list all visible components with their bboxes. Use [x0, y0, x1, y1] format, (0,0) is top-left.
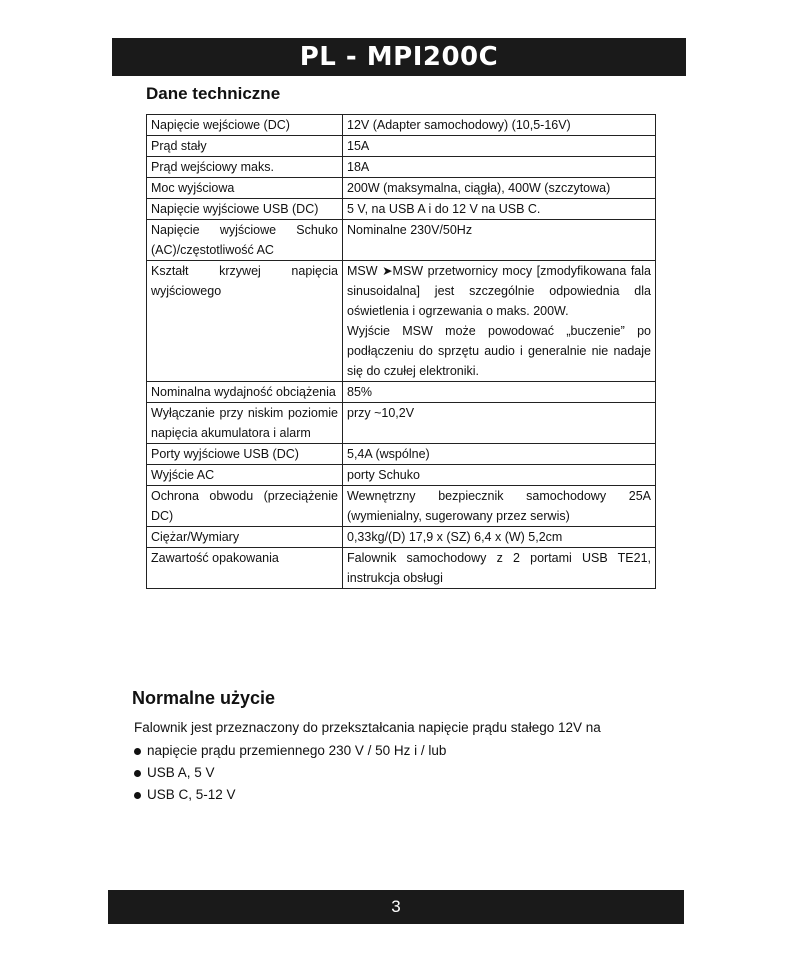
- spec-value: [343, 261, 656, 382]
- table-row: [147, 261, 656, 382]
- bullet-icon: [134, 770, 141, 777]
- usage-intro: Falownik jest przeznaczony do przekształcania napięcie prądu stałego 12V na: [134, 720, 601, 735]
- spec-value-paragraph: MSW ➤MSW przetwornicy mocy [zmodyfikowana fala sinusoidalna] jest szczególnie odpowiednia dla oświetlenia i ogrzewania o maks. 200W.: [347, 264, 651, 318]
- spec-label: Napięcie wejściowe (DC): [147, 115, 343, 136]
- spec-value-paragraph: Wyjście MSW może powodować „buczenie” po podłączeniu do sprzętu audio i generalnie nie nadaje się do czułej elektroniki.: [347, 324, 651, 378]
- table-row: [147, 403, 656, 444]
- list-item-text: USB C, 5-12 V: [147, 787, 236, 802]
- spec-value: porty Schuko: [343, 465, 656, 486]
- header-bar: [112, 38, 686, 76]
- bullet-icon: [134, 792, 141, 799]
- spec-label: Wyłączanie przy niskim poziomie napięcia akumulatora i alarm: [147, 403, 343, 444]
- spec-value: Wewnętrzny bezpiecznik samochodowy 25A (wymienialny, sugerowany przez serwis): [343, 486, 656, 527]
- spec-value: 12V (Adapter samochodowy) (10,5-16V): [343, 115, 656, 136]
- spec-value: Nominalne 230V/50Hz: [343, 220, 656, 261]
- table-row: [147, 220, 656, 261]
- usage-section-title: Normalne użycie: [132, 688, 276, 708]
- table-row: [147, 548, 656, 589]
- list-item: [134, 740, 446, 762]
- specs-section-title: Dane techniczne: [146, 84, 281, 103]
- specs-table: [146, 114, 656, 589]
- spec-label: Ochrona obwodu (przeciążenie DC): [147, 486, 343, 527]
- spec-label: Prąd wejściowy maks.: [147, 157, 343, 178]
- list-item-text: napięcie prądu przemiennego 230 V / 50 Hz i / lub: [147, 743, 447, 758]
- table-row: [147, 115, 656, 136]
- table-row: [147, 527, 656, 548]
- usage-bullet-list: [134, 740, 446, 806]
- spec-label: Kształt krzywej napięcia wyjściowego: [147, 261, 343, 382]
- spec-label: Napięcie wyjściowe Schuko (AC)/częstotliwość AC: [147, 220, 343, 261]
- spec-label: Prąd stały: [147, 136, 343, 157]
- spec-label: Zawartość opakowania: [147, 548, 343, 589]
- list-item: [134, 784, 446, 806]
- footer-bar: [108, 890, 684, 924]
- spec-label: Moc wyjściowa: [147, 178, 343, 199]
- table-row: [147, 465, 656, 486]
- spec-label: Napięcie wyjściowe USB (DC): [147, 199, 343, 220]
- spec-value: 5 V, na USB A i do 12 V na USB C.: [343, 199, 656, 220]
- spec-label: Porty wyjściowe USB (DC): [147, 444, 343, 465]
- document-title: PL - MPI200C: [299, 42, 499, 72]
- spec-value: 5,4A (wspólne): [343, 444, 656, 465]
- spec-label: Wyjście AC: [147, 465, 343, 486]
- spec-value: 15A: [343, 136, 656, 157]
- table-row: [147, 382, 656, 403]
- spec-label: Ciężar/Wymiary: [147, 527, 343, 548]
- page-number: 3: [391, 897, 401, 916]
- table-row: [147, 444, 656, 465]
- list-item-text: USB A, 5 V: [147, 765, 215, 780]
- spec-label: Nominalna wydajność obciążenia: [147, 382, 343, 403]
- spec-value: przy ~10,2V: [343, 403, 656, 444]
- spec-value: 200W (maksymalna, ciągła), 400W (szczytowa): [343, 178, 656, 199]
- spec-value: 18A: [343, 157, 656, 178]
- table-row: [147, 199, 656, 220]
- table-row: [147, 157, 656, 178]
- table-row: [147, 136, 656, 157]
- spec-value: 0,33kg/(D) 17,9 x (SZ) 6,4 x (W) 5,2cm: [343, 527, 656, 548]
- bullet-icon: [134, 748, 141, 755]
- spec-value: 85%: [343, 382, 656, 403]
- list-item: [134, 762, 446, 784]
- spec-value: Falownik samochodowy z 2 portami USB TE21, instrukcja obsługi: [343, 548, 656, 589]
- table-row: [147, 178, 656, 199]
- table-row: [147, 486, 656, 527]
